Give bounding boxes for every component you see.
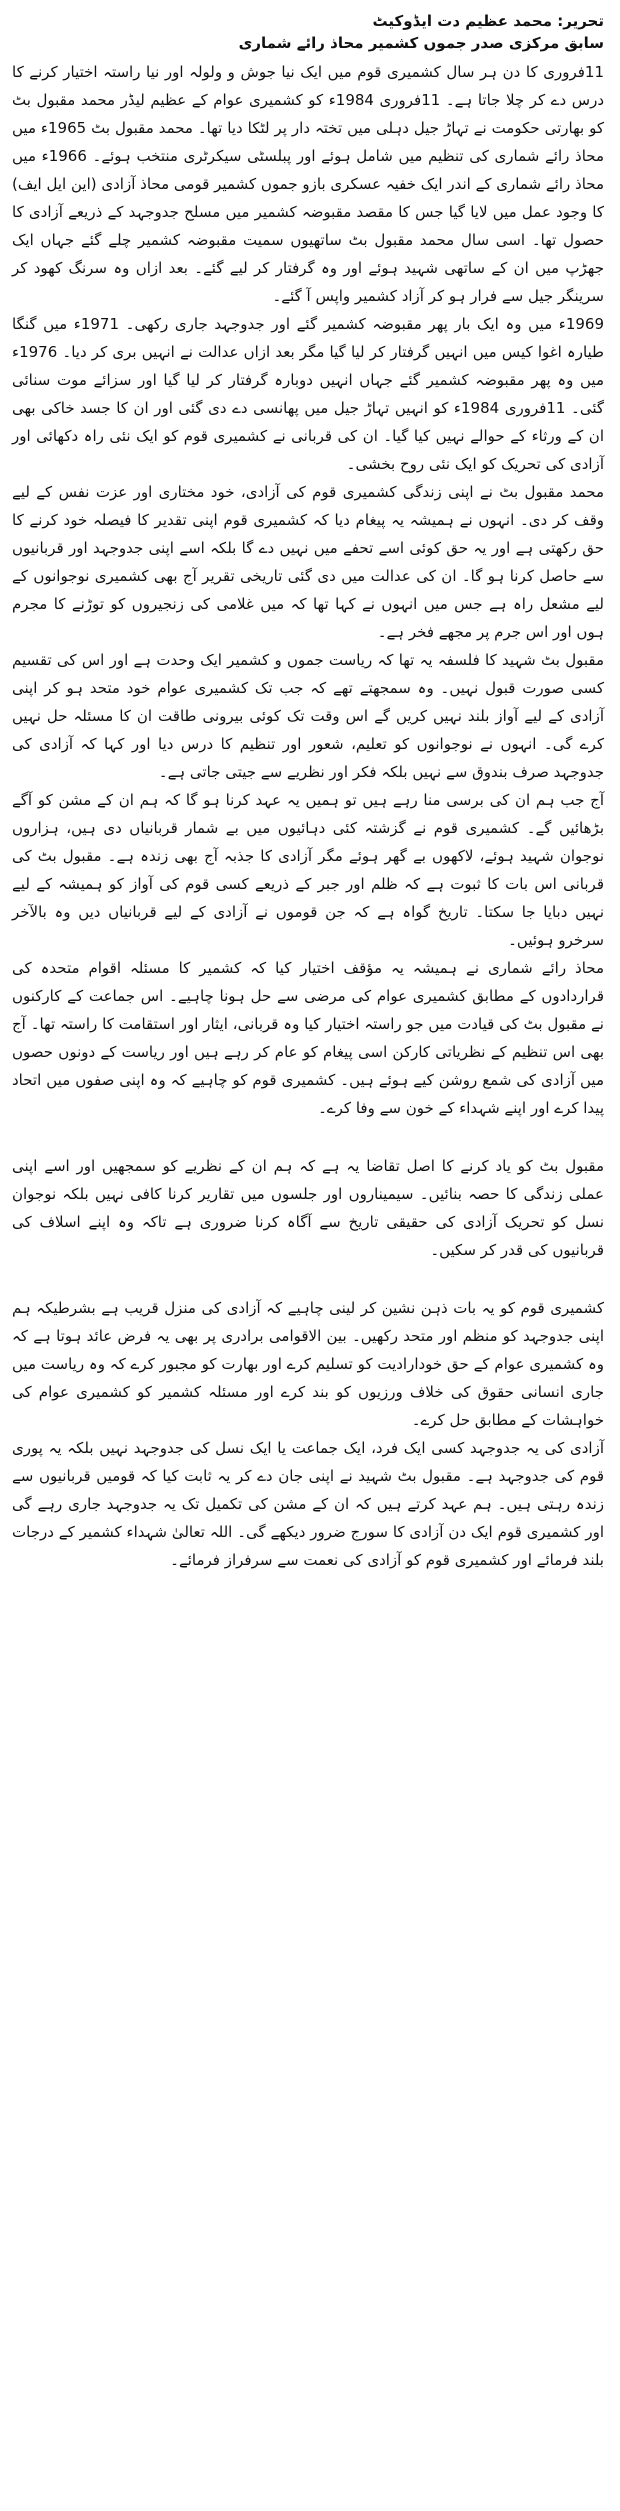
paragraph: 1969ء میں وہ ایک بار پھر مقبوضہ کشمیر گئے اور جدوجہد جاری رکھی۔ 1971ء میں گنگا طیارہ اغوا کیس میں انہیں گرفتار کر لیا گیا مگر بعد ازاں عدالت نے انہیں بری کر دیا۔ 1976ء میں وہ پھر مقبوضہ کشمیر گئے جہاں انہیں دوبارہ گرفتار کر لیا گیا اور سزائے موت سنائی گئی۔ 11فروری 1984ء کو انہیں تہاڑ جیل میں پھانسی دے دی گئی اور ان کا جسد خاکی بھی ان کے ورثاء کے حوالے نہیں کیا گیا۔ ان کی قربانی نے کشمیری قوم کو ایک نئی راہ دکھائی اور آزادی کی تحریک کو ایک نئی روح بخشی۔ — [12, 315, 604, 473]
article-section-1 — [12, 58, 604, 1122]
paragraph: آزادی کی یہ جدوجہد کسی ایک فرد، ایک جماعت یا ایک نسل کی جدوجہد نہیں بلکہ یہ پوری قوم کی جدوجہد ہے۔ مقبول بٹ شہید نے اپنی جان دے کر یہ ثابت کیا کہ قومیں قربانیوں سے زندہ رہتی ہیں۔ ہم عہد کرتے ہیں کہ ان کے مشن کی تکمیل تک یہ جدوجہد جاری رہے گی اور کشمیری قوم ایک دن آزادی کا سورج ضرور دیکھے گی۔ اللہ تعالیٰ شہداء کشمیر کے درجات بلند فرمائے اور کشمیری قوم کو آزادی کی نعمت سے سرفراز فرمائے۔ — [12, 1439, 604, 1569]
article-section-3 — [12, 1294, 604, 1574]
paragraph: محاذ رائے شماری نے ہمیشہ یہ مؤقف اختیار کیا کہ کشمیر کا مسئلہ اقوام متحدہ کی قراردادوں کے مطابق کشمیری عوام کی مرضی سے حل ہونا چاہیے۔ اس جماعت کے کارکنوں نے مقبول بٹ کی قیادت میں جو راستہ اختیار کیا وہ قربانی، ایثار اور استقامت کا راستہ تھا۔ آج بھی اس تنظیم کے نظریاتی کارکن اسی پیغام کو عام کر رہے ہیں اور ریاست کے دونوں حصوں میں آزادی کی شمع روشن کیے ہوئے ہیں۔ کشمیری قوم کو چاہیے کہ وہ اپنی صفوں میں اتحاد پیدا کرے اور اپنے شہداء کے خون سے وفا کرے۔ — [12, 959, 604, 1117]
author-title: سابق مرکزی صدر جموں کشمیر محاذ رائے شماری — [238, 34, 604, 52]
paragraph: کشمیری قوم کو یہ بات ذہن نشین کر لینی چاہیے کہ آزادی کی منزل قریب ہے بشرطیکہ ہم اپنی جدوجہد کو منظم اور متحد رکھیں۔ بین الاقوامی برادری پر بھی یہ فرض عائد ہوتا ہے کہ وہ کشمیری عوام کے حق خودارادیت کو تسلیم کرے اور بھارت کو مجبور کرے کہ وہ ریاست میں جاری انسانی حقوق کی خلاف ورزیوں کو بند کرے اور مسئلہ کشمیر کو کشمیری عوام کی خواہشات کے مطابق حل کرے۔ — [12, 1299, 604, 1429]
paragraph: مقبول بٹ شہید کا فلسفہ یہ تھا کہ ریاست جموں و کشمیر ایک وحدت ہے اور اس کی تقسیم کسی صورت قبول نہیں۔ وہ سمجھتے تھے کہ جب تک کشمیری عوام خود متحد ہو کر اپنی آزادی کے لیے آواز بلند نہیں کریں گے اس وقت تک کوئی بیرونی طاقت ان کا مسئلہ حل نہیں کرے گی۔ انہوں نے نوجوانوں کو تعلیم، شعور اور تنظیم کا درس دیا اور کہا کہ آزادی کی جدوجہد صرف بندوق سے نہیں بلکہ فکر اور نظریے سے جیتی جاتی ہے۔ — [12, 651, 604, 781]
paragraph: محمد مقبول بٹ نے اپنی زندگی کشمیری قوم کی آزادی، خود مختاری اور عزت نفس کے لیے وقف کر دی۔ انہوں نے ہمیشہ یہ پیغام دیا کہ کشمیری قوم اپنی تقدیر کا فیصلہ خود کرنے کا حق رکھتی ہے اور یہ حق کوئی اسے تحفے میں نہیں دے گا بلکہ اسے اپنی جدوجہد اور قربانیوں سے حاصل کرنا ہو گا۔ ان کی عدالت میں دی گئی تاریخی تقریر آج بھی کشمیری نوجوانوں کے لیے مشعل راہ ہے جس میں انہوں نے کہا تھا کہ میں غلامی کی زنجیروں کو توڑنے کا مجرم ہوں اور اس جرم پر مجھے فخر ہے۔ — [12, 483, 604, 641]
paragraph: آج جب ہم ان کی برسی منا رہے ہیں تو ہمیں یہ عہد کرنا ہو گا کہ ہم ان کے مشن کو آگے بڑھائیں گے۔ کشمیری قوم نے گزشتہ کئی دہائیوں میں بے شمار قربانیاں دی ہیں، ہزاروں نوجوان شہید ہوئے، لاکھوں بے گھر ہوئے مگر آزادی کا جذبہ آج بھی زندہ ہے۔ مقبول بٹ کی قربانی اس بات کا ثبوت ہے کہ ظلم اور جبر کے ذریعے کسی قوم کی آواز کو ہمیشہ کے لیے نہیں دبایا جا سکتا۔ تاریخ گواہ ہے کہ جن قوموں نے آزادی کے لیے قربانیاں دیں وہ بالآخر سرخرو ہوئیں۔ — [12, 791, 604, 949]
paragraph: مقبول بٹ کو یاد کرنے کا اصل تقاضا یہ ہے کہ ہم ان کے نظریے کو سمجھیں اور اسے اپنی عملی زندگی کا حصہ بنائیں۔ سیمیناروں اور جلسوں میں تقاریر کرنا کافی نہیں بلکہ نوجوان نسل کو تحریک آزادی کی حقیقی تاریخ سے آگاہ کرنا ضروری ہے تاکہ وہ اپنے اسلاف کی قربانیوں کی قدر کر سکیں۔ — [12, 1157, 604, 1259]
article-section-2 — [12, 1152, 604, 1264]
paragraph: 11فروری کا دن ہر سال کشمیری قوم میں ایک نیا جوش و ولولہ اور نیا راستہ اختیار کرنے کا درس دے کر چلا جاتا ہے۔ 11فروری 1984ء کو کشمیری عوام کے عظیم لیڈر محمد مقبول بٹ کو بھارتی حکومت نے تہاڑ جیل دہلی میں تختہ دار پر لٹکا دیا تھا۔ محمد مقبول بٹ 1965ء میں محاذ رائے شماری کی تنظیم میں شامل ہوئے اور پبلسٹی سیکرٹری منتخب ہوئے۔ 1966ء میں محاذ رائے شماری کے اندر ایک خفیہ عسکری بازو جموں کشمیر قومی محاذ آزادی (این ایل ایف) کا وجود عمل میں لایا گیا جس کا مقصد مقبوضہ کشمیر میں مسلح جدوجہد کے ذریعے آزادی کا حصول تھا۔ اسی سال محمد مقبول بٹ ساتھیوں سمیت مقبوضہ کشمیر چلے گئے جہاں ایک جھڑپ میں ان کے ساتھی شہید ہوئے اور وہ گرفتار کر لیے گئے۔ بعد ازاں وہ سرنگ کھود کر سرینگر جیل سے فرار ہو کر آزاد کشمیر واپس آ گئے۔ — [12, 63, 605, 305]
article-byline: تحریر: محمد عظیم دت ایڈوکیٹ — [372, 12, 604, 30]
